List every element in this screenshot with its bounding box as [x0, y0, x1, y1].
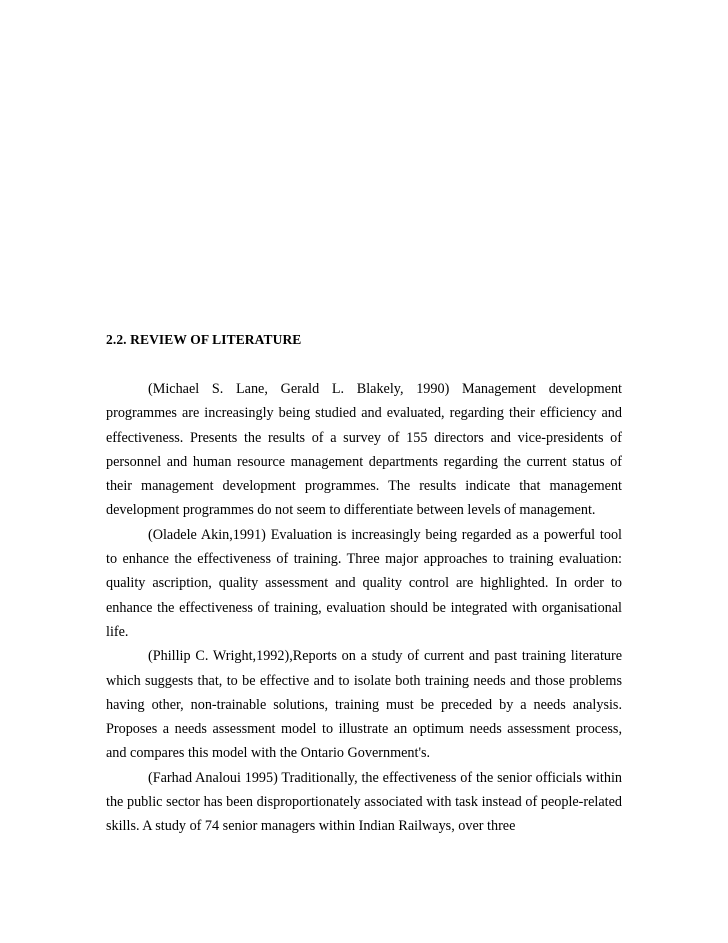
section-body	[106, 377, 622, 839]
paragraph-akin: (Oladele Akin,1991) Evaluation is increasingly being regarded as a powerful tool to enhance the effectiveness of training. Three major approaches to training evaluation: quality ascription, quality assessment and quality control are highlighted. In order to enhance the effectiveness of training, evaluation should be integrated with organisational life.	[106, 526, 622, 640]
paragraph-analoui: (Farhad Analoui 1995) Traditionally, the effectiveness of the senior officials within the public sector has been disproportionately associated with task instead of people-related skills. A study of 74 senior managers within Indian Railways, over three	[106, 769, 622, 835]
paragraph-lane-blakely: (Michael S. Lane, Gerald L. Blakely, 1990) Management development programmes are increasingly being studied and evaluated, regarding their efficiency and effectiveness. Presents the results of a survey of 155 directors and vice-presidents of personnel and human resource management departments regarding the current status of their management development programmes. The results indicate that management development programmes do not seem to differentiate between levels of management.	[106, 381, 622, 519]
paragraph-wright: (Phillip C. Wright,1992),Reports on a study of current and past training literature which suggests that, to be effective and to isolate both training needs and those problems having other, non-trainable solutions, training must be preceded by a needs analysis. Proposes a needs assessment model to illustrate an optimum needs assessment process, and compares this model with the Ontario Government's.	[106, 648, 622, 762]
section-heading: 2.2. REVIEW OF LITERATURE	[106, 332, 302, 347]
